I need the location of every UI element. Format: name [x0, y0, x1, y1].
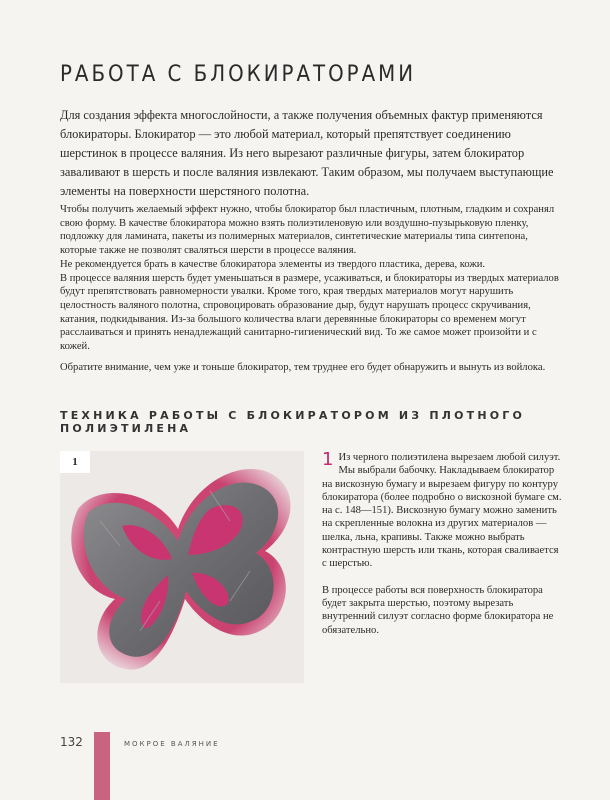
- page-title: РАБОТА С БЛОКИРАТОРАМИ: [60, 62, 417, 87]
- figure-photo: [60, 451, 304, 683]
- note-paragraph: Обратите внимание, чем уже и тоньше блокиратор, тем труднее его будет обнаружить и вынуть из войлока.: [60, 362, 546, 373]
- figure-number-badge: 1: [60, 451, 90, 473]
- running-footer: МОКРОЕ ВАЛЯНИЕ: [124, 740, 220, 748]
- body-text: [60, 203, 560, 354]
- intro-paragraph: Для создания эффекта многослойности, а также получения объемных фактур применяются блокираторы. Блокиратор — это любой материал, который препятствует соединению шерстинок в процессе валяния. Из него вырезают различные фигуры, затем блокиратор заваливают в шерсть и после валяния извлекают. Таким образом, мы получаем выступающие элементы на поверхности шерстяного полотна.: [60, 108, 554, 198]
- butterfly-photo: [60, 451, 304, 683]
- step-text-1: Из черного полиэтилена вырезаем любой силуэт. Мы выбрали бабочку. Накладываем блокиратор на вискозную бумагу и вырезаем фигуру по контуру блокиратора (более подробно о вискозной бумаге см. на с. 148—151). Вискозную бумагу можно заменить на скрепленные волокна из других материалов — шелка, льна, крапивы. Также можно выбрать контрастную шерсть или ткань, которая сваливается с шерстью.: [322, 452, 562, 570]
- footer-bar: [94, 732, 110, 800]
- section-title: ТЕХНИКА РАБОТЫ С БЛОКИРАТОРОМ ИЗ ПЛОТНОГО ПОЛИЭТИЛЕНА: [60, 409, 526, 435]
- step-text-2: В процессе работы вся поверхность блокиратора будет закрыта шерстью, поэтому вырезать внутренний силуэт согласно форме блокиратора не обязательно.: [322, 584, 554, 636]
- step-1: [322, 451, 562, 637]
- body-paragraph-2: Не рекомендуется брать в качестве блокиратора элементы из твердого пластика, дерева, кожи.: [60, 258, 486, 270]
- body-paragraph-1: Чтобы получить желаемый эффект нужно, чтобы блокиратор был пластичным, плотным, гладким и сохранял свою форму. В качестве блокиратора можно взять полиэтиленовую или воздушно-пузырьковую пленку, подложку для ламината, пакеты из полимерных материалов, синтетические материалы типа синтепона, которые также не позволят сваляться шерсти в процессе валяния.: [60, 204, 555, 257]
- body-paragraph-3: В процессе валяния шерсть будет уменьшаться в размере, усаживаться, и блокираторы из твердых материалов будут препятствовать равномерности увалки. Кроме того, края твердых материалов могут нарушить целостность валяного полотна, спровоцировать образование дыр, будут нарушать процесс скручивания, катания, подкидывания. Из-за большого количества влаги деревянные блокираторы со временем могут расслаиваться и принять ненадлежащий санитарно-гигиенический вид. То же самое может произойти и с кожей.: [60, 272, 559, 353]
- step-number: 1: [322, 449, 334, 470]
- page-number: 132: [60, 735, 83, 749]
